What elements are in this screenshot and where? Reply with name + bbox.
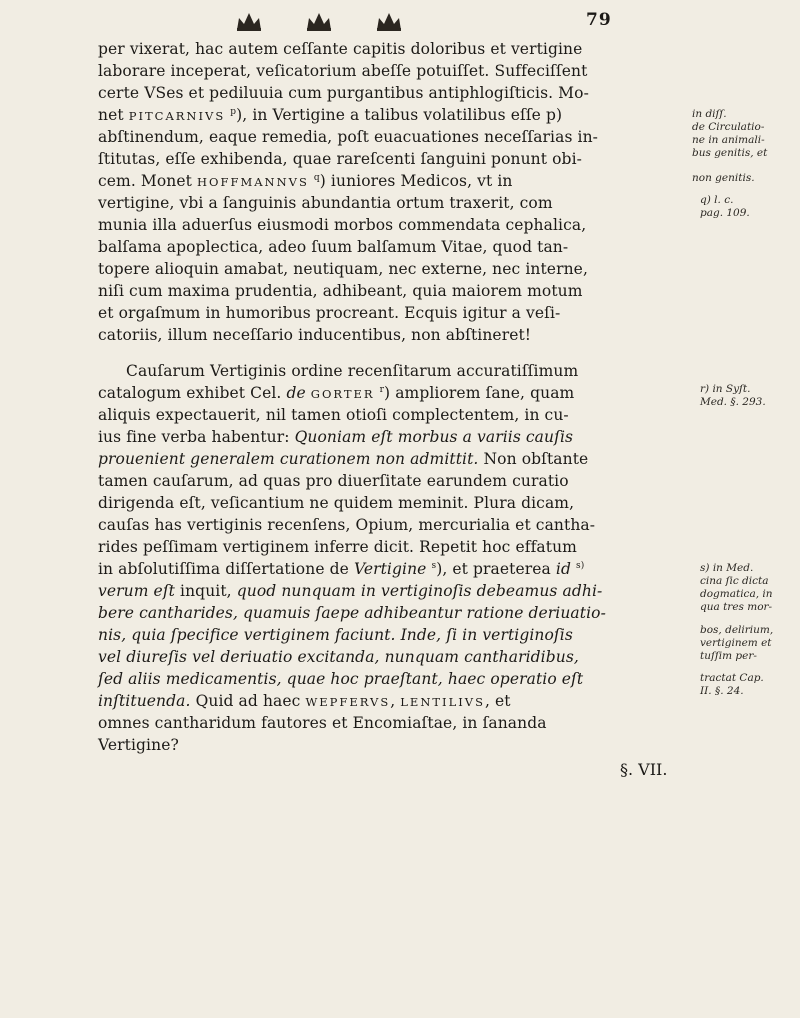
text-line: topere alioquin amabat, neutiquam, nec externe, nec interne, bbox=[98, 260, 588, 278]
text-run: net bbox=[98, 106, 124, 124]
text-line: per vixerat, hac autem ceſſante capitis doloribus et vertigine bbox=[98, 40, 583, 58]
margin-note: tuſſim per- bbox=[700, 650, 757, 662]
footnote-ref: r bbox=[379, 384, 385, 395]
text-run: ius fine verba habentur: bbox=[98, 428, 290, 446]
text-line: Vertigine? bbox=[98, 736, 179, 754]
margin-note: cina ſic dicta bbox=[700, 575, 769, 587]
author-name: LENTILIVS bbox=[400, 695, 485, 709]
margin-note: qua tres mor- bbox=[700, 601, 773, 613]
text-line: balſama apoplectica, adeo ſuum balſamum Vitae, quod tan- bbox=[98, 238, 569, 256]
text-run: inquit, bbox=[180, 582, 232, 600]
text-run: cem. Monet bbox=[98, 172, 192, 190]
text-line: rides peſſimam vertiginem inferre dicit. Repetit hoc effatum bbox=[98, 538, 577, 556]
margin-note: II. §. 24. bbox=[700, 685, 744, 697]
text-line: ſed aliis medicamentis, quae hoc praeſtant, haec operatio eſt bbox=[98, 670, 584, 688]
text-line bbox=[98, 428, 573, 446]
crown-ornament-icon bbox=[302, 8, 336, 32]
text-line: Cauſarum Vertiginis ordine recenſitarum accuratiſſimum bbox=[126, 362, 579, 380]
margin-note: ne in animali- bbox=[692, 134, 765, 146]
quotation: inſtituenda. bbox=[98, 692, 191, 710]
text-line bbox=[98, 172, 513, 191]
margin-note: non genitis. bbox=[692, 172, 755, 184]
quotation: verum eſt bbox=[98, 582, 175, 600]
margin-note: dogmatica, in bbox=[700, 588, 773, 600]
margin-note: Med. §. 293. bbox=[700, 396, 766, 408]
text-run: ) iuniores Medicos, vt in bbox=[319, 172, 513, 190]
text-line bbox=[98, 450, 588, 468]
margin-note: vertiginem et bbox=[700, 637, 772, 649]
text-line: certe VSes et pediluuia cum purgantibus antiphlogiſticis. Mo- bbox=[98, 84, 589, 102]
text-run: in abſolutiſſima diſſertatione de bbox=[98, 560, 349, 578]
text-run: id bbox=[555, 560, 572, 578]
text-run: ) ampliorem ſane, quam bbox=[384, 384, 575, 402]
text-line: niſi cum maxima prudentia, adhibeant, quia maiorem motum bbox=[98, 282, 583, 300]
quotation: quod nunquam in vertiginoſis debeamus adhi- bbox=[236, 582, 603, 600]
text-line bbox=[98, 582, 602, 600]
text-run: de bbox=[286, 384, 306, 402]
author-name: WEPFERVS bbox=[305, 695, 391, 709]
text-line bbox=[98, 384, 574, 403]
text-line: nis, quia ſpecifice vertiginem faciunt. Inde, ſi in vertiginoſis bbox=[98, 626, 573, 644]
text-run: Quid ad haec bbox=[195, 692, 301, 710]
text-line: dirigenda eſt, veſicantium ne quidem meminit. Plura dicam, bbox=[98, 494, 575, 512]
margin-note: in diſſ. bbox=[692, 108, 727, 120]
text-line bbox=[98, 106, 562, 125]
section-heading: §. VII. bbox=[620, 760, 668, 779]
footnote-ref: p bbox=[230, 106, 237, 117]
text-line: abſtinendum, eaque remedia, poſt euacuationes neceſſarias in- bbox=[98, 128, 599, 146]
text-line: vertigine, vbi a ſanguinis abundantia ortum traxerit, com bbox=[98, 194, 553, 212]
text-line: omnes cantharidum fautores et Encomiaſtae, in ſananda bbox=[98, 714, 547, 732]
text-line: et orgaſmum in humoribus procreant. Ecquis igitur a veſi- bbox=[98, 304, 561, 322]
text-run: ), in Vertigine a talibus volatilibus eſſe p) bbox=[236, 106, 563, 124]
footnote-ref: q bbox=[313, 172, 320, 183]
text-line: aliquis expectauerit, nil tamen otioſi complectentem, in cu- bbox=[98, 406, 569, 424]
text-run: catalogum exhibet Cel. bbox=[98, 384, 282, 402]
author-name: HOFFMANNVS bbox=[197, 175, 309, 189]
header-ornaments bbox=[232, 8, 406, 32]
text-run: , et bbox=[484, 692, 511, 710]
quotation: Quoniam eſt morbus a variis cauſis bbox=[294, 428, 574, 446]
margin-note: tractat Cap. bbox=[700, 672, 764, 684]
footnote-ref: s bbox=[431, 560, 437, 571]
margin-note: q) l. c. bbox=[700, 194, 734, 206]
margin-note: s) in Med. bbox=[700, 562, 754, 574]
text-run: ), et praeterea bbox=[436, 560, 551, 578]
margin-note: pag. 109. bbox=[700, 207, 750, 219]
text-line: vel diureſis vel deriuatio excitanda, nunquam cantharidibus, bbox=[98, 648, 579, 666]
text-line bbox=[98, 560, 584, 578]
margin-note: bos, delirium, bbox=[700, 624, 774, 636]
text-line: cauſas has vertiginis recenſens, Opium, mercurialia et cantha- bbox=[98, 516, 596, 534]
text-run: Non obſtante bbox=[483, 450, 589, 468]
text-line: ſtitutas, eſſe exhibenda, quae rareſcenti ſanguini ponunt obi- bbox=[98, 150, 582, 168]
margin-note: de Circulatio- bbox=[692, 121, 765, 133]
footnote-ref: s) bbox=[576, 560, 585, 571]
text-line: tamen cauſarum, ad quas pro diuerſitate earundem curatio bbox=[98, 472, 569, 490]
quotation: Vertigine bbox=[353, 560, 427, 578]
text-line: laborare inceperat, veſicatorium abeſſe potuiſſet. Suffeciſſent bbox=[98, 62, 588, 80]
margin-note: r) in Syſt. bbox=[700, 383, 751, 395]
text-line: munia illa aduerſus eiusmodi morbos commendata cephalica, bbox=[98, 216, 587, 234]
author-name: PITCARNIVS bbox=[128, 109, 226, 123]
quotation: prouenient generalem curationem non admittit. bbox=[98, 450, 479, 468]
margin-note: bus genitis, et bbox=[692, 147, 768, 159]
text-line: catoriis, illum neceſſario inducentibus, non abſtineret! bbox=[98, 326, 532, 344]
crown-ornament-icon bbox=[372, 8, 406, 32]
crown-ornament-icon bbox=[232, 8, 266, 32]
page-number: 79 bbox=[586, 10, 612, 30]
text-run: , bbox=[390, 692, 396, 710]
text-line bbox=[98, 692, 511, 711]
text-line: bere cantharides, quamuis ſaepe adhibeantur ratione deriuatio- bbox=[98, 604, 606, 622]
author-name: GORTER bbox=[310, 387, 375, 401]
